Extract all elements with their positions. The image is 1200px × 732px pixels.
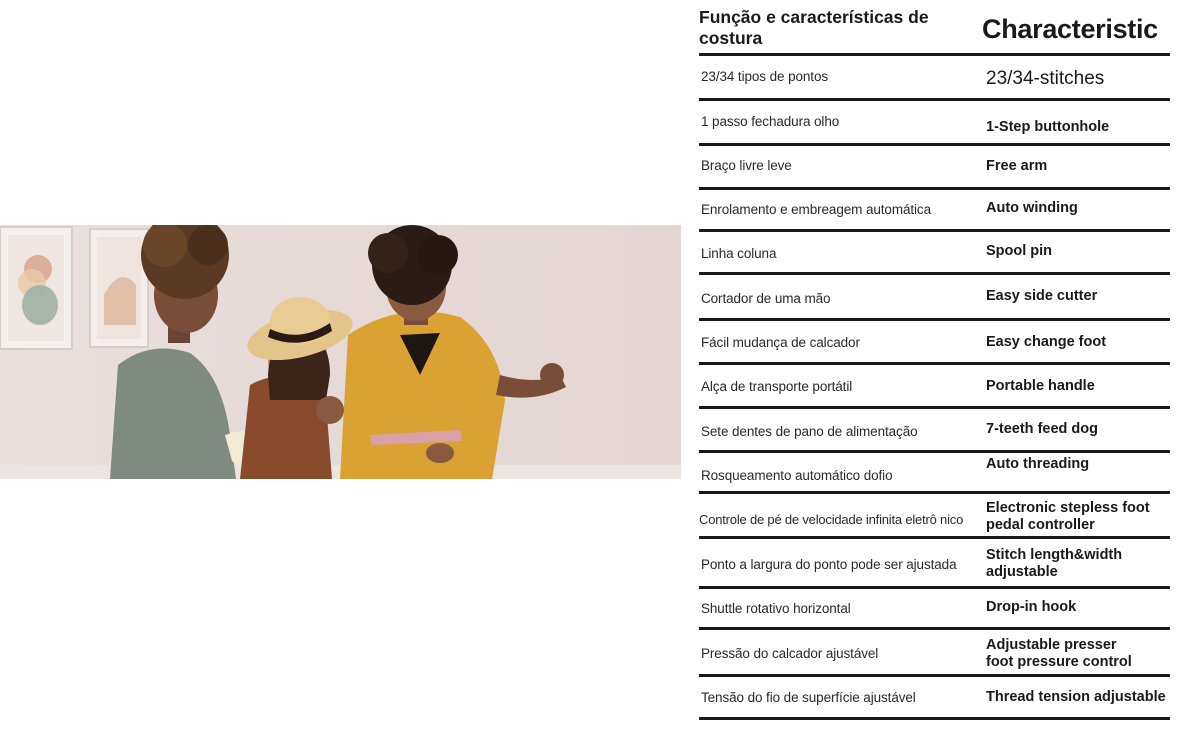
feature-en: Stitch length&width (986, 547, 1123, 563)
feature-en: 7-teeth feed dog (986, 421, 1098, 437)
feature-en-line2: pedal controller (986, 517, 1095, 533)
feature-pt: Cortador de uma mão (701, 291, 831, 306)
feature-pt: Shuttle rotativo horizontal (701, 601, 851, 616)
row-rule (699, 627, 1170, 630)
photo-illustration (0, 225, 681, 479)
feature-en: Easy change foot (986, 334, 1107, 350)
feature-en: Auto threading (986, 456, 1090, 472)
feature-en: 1-Step buttonhole (986, 119, 1110, 135)
row-rule (699, 536, 1170, 539)
feature-pt: Controle de pé de velocidade infinita eletrô nico (699, 512, 964, 527)
feature-pt: Braço livre leve (701, 158, 792, 173)
feature-en: Adjustable presser (986, 637, 1117, 653)
woman-in-straw-hat (240, 297, 358, 479)
feature-en: Electronic stepless foot (986, 500, 1150, 516)
row-rule (699, 450, 1170, 453)
row-rule (699, 98, 1170, 101)
feature-pt: Sete dentes de pano de alimentação (701, 424, 918, 439)
header-english: Characteristic (982, 14, 1158, 44)
feature-en-line2: foot pressure control (986, 654, 1132, 670)
feature-pt: Ponto a largura do ponto pode ser ajustada (701, 557, 957, 572)
row-rule (699, 674, 1170, 677)
header-rule (699, 53, 1170, 56)
feature-en: Easy side cutter (986, 288, 1098, 304)
row-rule (699, 491, 1170, 494)
feature-en-line2: adjustable (986, 564, 1058, 580)
feature-en: Spool pin (986, 243, 1053, 259)
feature-en: Portable handle (986, 378, 1095, 394)
woman-in-yellow-dress (316, 225, 566, 479)
feature-en: Free arm (986, 158, 1048, 174)
feature-en: Drop-in hook (986, 599, 1077, 615)
framed-art-1 (0, 227, 72, 349)
row-rule (699, 586, 1170, 589)
framed-art-2 (90, 229, 148, 347)
features-table (699, 0, 1170, 732)
feature-en: Thread tension adjustable (986, 689, 1166, 705)
row-rule (699, 143, 1170, 146)
feature-pt: Tensão do fio de superfície ajustável (701, 690, 916, 705)
row-rule (699, 717, 1170, 720)
feature-pt: Alça de transporte portátil (701, 379, 853, 394)
row-rule (699, 362, 1170, 365)
feature-pt: Pressão do calcador ajustável (701, 646, 879, 661)
row-rule (699, 229, 1170, 232)
feature-pt: 23/34 tipos de pontos (701, 69, 829, 84)
feature-pt: Fácil mudança de calcador (701, 335, 860, 350)
row-rule (699, 406, 1170, 409)
feature-en: Auto winding (986, 200, 1078, 216)
row-rule (699, 318, 1170, 321)
row-rule (699, 187, 1170, 190)
feature-pt: Enrolamento e embreagem automática (701, 202, 931, 217)
feature-pt: 1 passo fechadura olho (701, 114, 840, 129)
feature-en: 23/34-stitches (986, 68, 1105, 89)
sewing-photo (0, 225, 681, 479)
feature-pt: Linha coluna (701, 246, 777, 261)
feature-pt: Rosqueamento automático dofio (701, 468, 893, 483)
header-portuguese: Função e características de costura (699, 7, 929, 48)
row-rule (699, 272, 1170, 275)
